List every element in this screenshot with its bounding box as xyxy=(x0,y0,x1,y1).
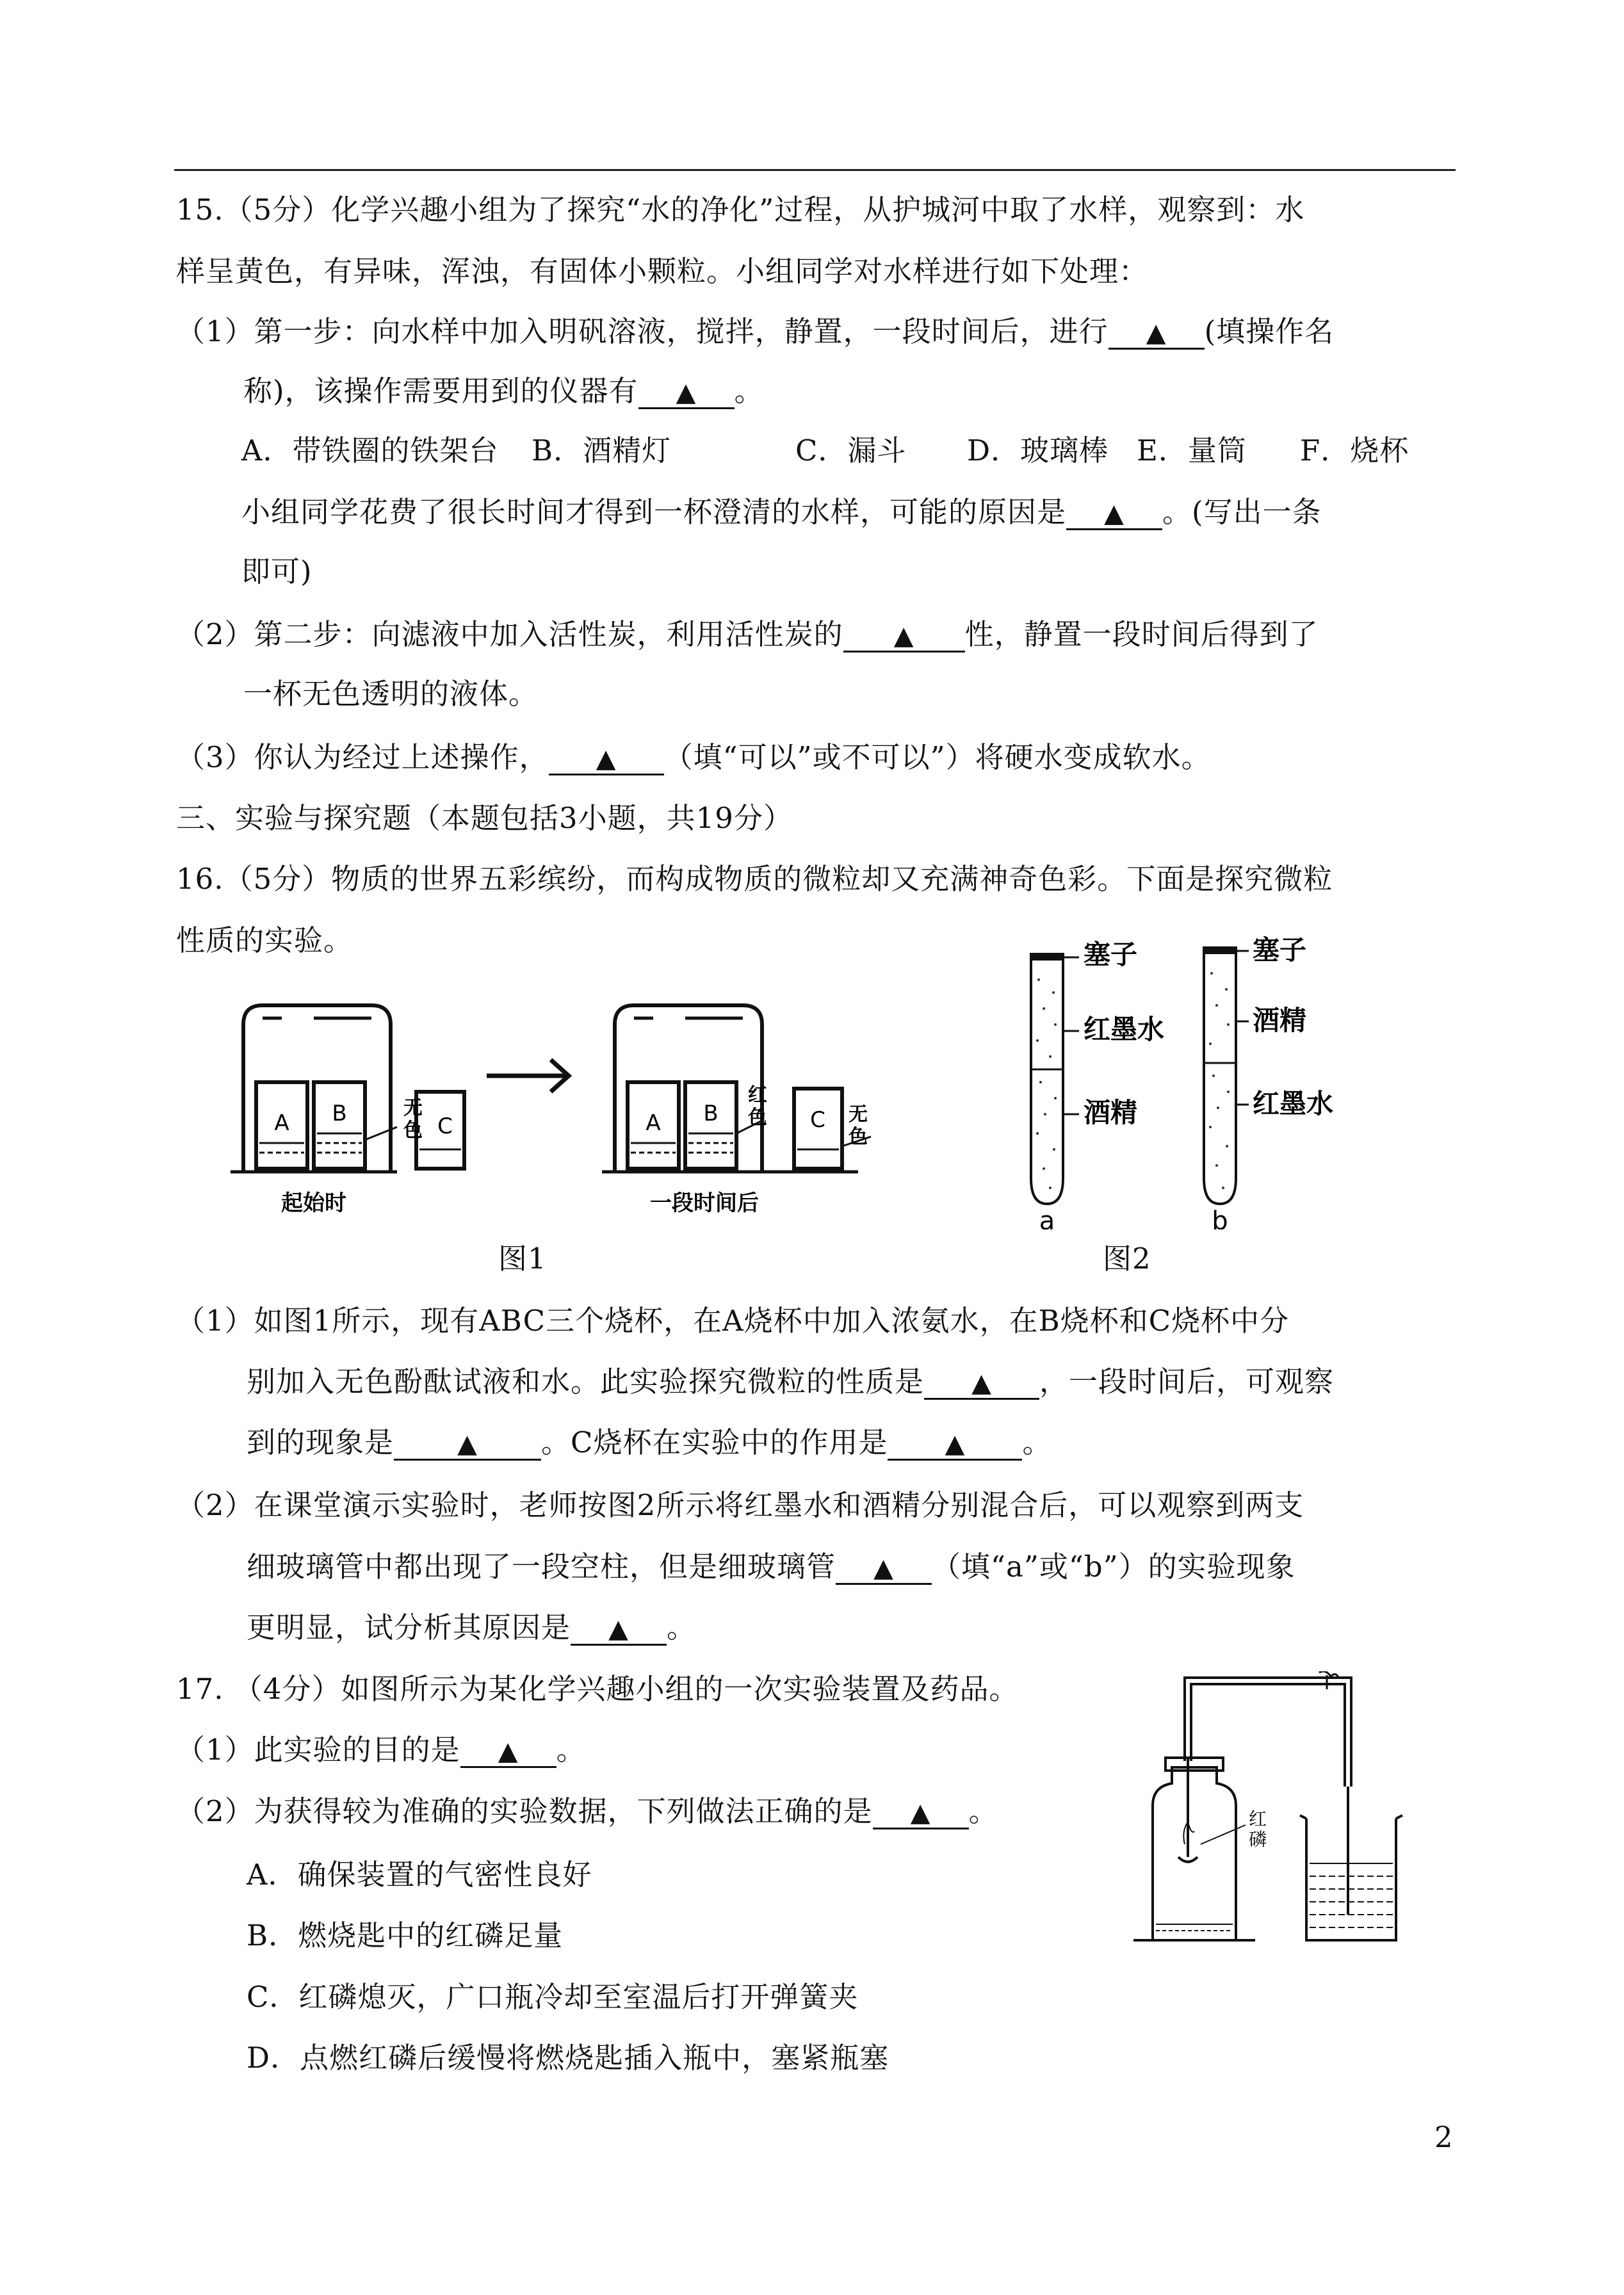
section-3-heading: 三、实验与探究题（本题包括3小题，共19分） xyxy=(176,801,793,835)
q16-part1-text-d: 到的现象是 xyxy=(247,1425,394,1459)
q16-part2-line1: （2）在课堂演示实验时，老师按图2所示将红墨水和酒精分别混合后，可以观察到两支 xyxy=(176,1488,1304,1522)
bell-jar-right xyxy=(615,1005,762,1172)
q17-part1-text-b: 。 xyxy=(556,1733,586,1767)
q17-part1-text-a: （1）此实验的目的是 xyxy=(176,1733,460,1767)
fig1-after-colorless-label-2: 色 xyxy=(849,1126,868,1148)
q15-stem-line2: 样呈黄色，有异味，浑浊，有固体小颗粒。小组同学对水样进行如下处理： xyxy=(176,254,1149,288)
answer-blank[interactable]: ▲ xyxy=(1066,499,1162,530)
tube-a xyxy=(1030,953,1079,1204)
fig2-tube-b-red-ink-label: 红墨水 xyxy=(1253,1088,1334,1119)
q15-part1-text-a: （1）第一步：向水样中加入明矾溶液，搅拌，静置，一段时间后，进行 xyxy=(176,314,1108,348)
fig1-colorless-label-2: 色 xyxy=(403,1119,423,1142)
q15-option-d: D．玻璃棒 xyxy=(967,434,1109,467)
q17-option-c: C．红磷熄灭，广口瓶冷却至室温后打开弹簧夹 xyxy=(247,1980,859,2014)
fig1-after-beaker-b-label: B xyxy=(703,1101,719,1126)
q17-stem: 17. （4分）如图所示为某化学兴趣小组的一次实验装置及药品。 xyxy=(176,1672,1019,1706)
q16-part1-text-c: ，一段时间后，可观察 xyxy=(1039,1365,1335,1399)
wide-mouth-bottle xyxy=(1153,1767,1236,1940)
figure-2-tubes xyxy=(999,922,1358,1229)
q15-part1-text-e: 小组同学花费了很长时间才得到一杯澄清的水样，可能的原因是 xyxy=(241,495,1067,529)
tube-b xyxy=(1203,946,1249,1204)
figure-1-beakers xyxy=(205,986,916,1229)
q16-part1-line3 xyxy=(247,1425,1052,1461)
q16-part2-text-e: 。 xyxy=(667,1610,697,1644)
answer-blank[interactable]: ▲ xyxy=(638,378,735,409)
q15-part1-text-b: (填操作名 xyxy=(1204,314,1335,348)
q15-part2-text-b: 性，静置一段时间后得到了 xyxy=(964,617,1319,651)
q15-part2-line2: 一杯无色透明的液体。 xyxy=(243,677,539,711)
q16-part2-text-c: （填“a”或“b”）的实验现象 xyxy=(932,1550,1295,1584)
q15-part1-text-f: 。(写出一条 xyxy=(1162,495,1322,529)
q16-part1-text-e: 。C烧杯在实验中的作用是 xyxy=(541,1425,888,1459)
fig2-tube-b-alcohol-label: 酒精 xyxy=(1253,1005,1307,1036)
q16-part2-line3 xyxy=(247,1610,696,1646)
fig2-tube-a-red-ink-label: 红墨水 xyxy=(1084,1014,1165,1045)
fig2-tube-a-label: a xyxy=(1039,1206,1055,1229)
answer-blank[interactable]: ▲ xyxy=(549,744,664,775)
q17-part1-line xyxy=(176,1732,586,1768)
q17-part2-text-b: 。 xyxy=(968,1794,998,1828)
q15-part1-line3 xyxy=(241,494,1322,530)
q15-part1-line4: 即可) xyxy=(241,555,313,588)
q15-option-c: C．漏斗 xyxy=(795,434,907,467)
q16-stem-line1: 16.（5分）物质的世界五彩缤纷，而构成物质的微粒却又充满神奇色彩。下面是探究微粒 xyxy=(176,862,1333,896)
q16-part1-line1: （1）如图1所示，现有ABC三个烧杯，在A烧杯中加入浓氨水，在B烧杯和C烧杯中分 xyxy=(176,1304,1290,1338)
fig1-after-beaker-a-label: A xyxy=(646,1110,661,1136)
fig1-start-beaker-b-label: B xyxy=(332,1101,347,1126)
fig1-after-colorless-label-1: 无 xyxy=(849,1103,868,1126)
q17-option-d: D．点燃红磷后缓慢将燃烧匙插入瓶中，塞紧瓶塞 xyxy=(247,2041,889,2075)
fig1-red-label-2: 色 xyxy=(748,1107,767,1129)
figure-1-label: 图1 xyxy=(498,1242,547,1276)
q15-part2-text-a: （2）第二步：向滤液中加入活性炭，利用活性炭的 xyxy=(176,617,843,651)
q15-part2-line1 xyxy=(176,617,1319,653)
q17-part2-line xyxy=(176,1794,998,1829)
answer-blank[interactable]: ▲ xyxy=(888,1429,1022,1461)
tube-b-stopper xyxy=(1203,946,1237,954)
q15-stem-line1: 15.（5分）化学兴趣小组为了探究“水的净化”过程，从护城河中取了水样，观察到：水 xyxy=(176,193,1305,227)
q15-part3-line xyxy=(176,740,1211,775)
q15-option-e: E．量筒 xyxy=(1137,434,1247,467)
page-number: 2 xyxy=(1434,2120,1454,2154)
fig1-after-setup xyxy=(602,1005,871,1172)
q17-option-a: A．确保装置的气密性良好 xyxy=(247,1858,592,1892)
header-rule xyxy=(174,169,1456,171)
spoon-bowl xyxy=(1178,1857,1198,1862)
q15-part1-line1 xyxy=(176,314,1334,350)
q16-part1-text-f: 。 xyxy=(1022,1425,1052,1459)
q17-option-b: B．燃烧匙中的红磷足量 xyxy=(247,1918,564,1952)
q17-red-phosphorus-label-2: 磷 xyxy=(1249,1829,1267,1850)
q16-part1-line2 xyxy=(247,1364,1334,1400)
tube-a-stopper xyxy=(1030,953,1064,961)
figure-2-label: 图2 xyxy=(1103,1242,1151,1276)
answer-blank[interactable]: ▲ xyxy=(836,1553,932,1585)
q16-stem-line2: 性质的实验。 xyxy=(176,923,353,957)
q15-option-a: A．带铁圈的铁架台 xyxy=(241,434,499,467)
answer-blank[interactable]: ▲ xyxy=(1108,318,1205,350)
q15-option-f: F．烧杯 xyxy=(1300,434,1409,467)
q17-apparatus-figure xyxy=(1127,1671,1422,1953)
fig1-start-beaker-c-label: C xyxy=(437,1114,453,1139)
q16-part2-text-d: 更明显，试分析其原因是 xyxy=(247,1610,571,1644)
q16-part2-text-b: 细玻璃管中都出现了一段空柱，但是细玻璃管 xyxy=(247,1550,836,1584)
fig2-tube-a-stopper-label: 塞子 xyxy=(1084,939,1138,970)
reaction-arrow-icon xyxy=(487,1060,569,1092)
fig2-tube-b-label: b xyxy=(1212,1206,1228,1229)
q15-part1-text-c: 称)，该操作需要用到的仪器有 xyxy=(243,374,638,408)
q16-part2-line2 xyxy=(247,1549,1295,1585)
beaker-water xyxy=(1300,1815,1402,1940)
fig1-caption-start: 起始时 xyxy=(281,1190,346,1216)
fig1-red-label-1: 红 xyxy=(748,1084,767,1107)
fig1-caption-after: 一段时间后 xyxy=(650,1190,759,1216)
fig1-after-beaker-c-label: C xyxy=(810,1107,825,1133)
answer-blank[interactable]: ▲ xyxy=(873,1798,969,1829)
q17-part2-text-a: （2）为获得较为准确的实验数据，下列做法正确的是 xyxy=(176,1794,873,1828)
fig1-colorless-label-1: 无 xyxy=(403,1097,423,1119)
bell-jar-left xyxy=(243,1005,391,1172)
q15-part1-text-d: 。 xyxy=(734,374,764,408)
answer-blank[interactable]: ▲ xyxy=(460,1737,556,1768)
q15-part1-line2 xyxy=(243,373,764,409)
answer-blank[interactable]: ▲ xyxy=(571,1614,667,1646)
q15-part3-text-b: （填“可以”或不可以”）将硬水变成软水。 xyxy=(663,740,1211,774)
q17-red-phosphorus-label-1: 红 xyxy=(1249,1808,1267,1829)
q15-part3-text-a: （3）你认为经过上述操作， xyxy=(176,740,549,774)
fig1-start-setup xyxy=(231,1005,464,1172)
answer-blank[interactable]: ▲ xyxy=(924,1368,1039,1400)
fig2-tube-a-alcohol-label: 酒精 xyxy=(1084,1097,1138,1128)
q16-part1-text-b: 别加入无色酚酞试液和水。此实验探究微粒的性质是 xyxy=(247,1365,925,1399)
fig1-start-beaker-a-label: A xyxy=(274,1110,289,1136)
q15-option-b: B．酒精灯 xyxy=(532,434,672,467)
answer-blank[interactable]: ▲ xyxy=(843,621,965,653)
fig2-tube-b-stopper-label: 塞子 xyxy=(1253,934,1307,966)
answer-blank[interactable]: ▲ xyxy=(394,1429,541,1461)
